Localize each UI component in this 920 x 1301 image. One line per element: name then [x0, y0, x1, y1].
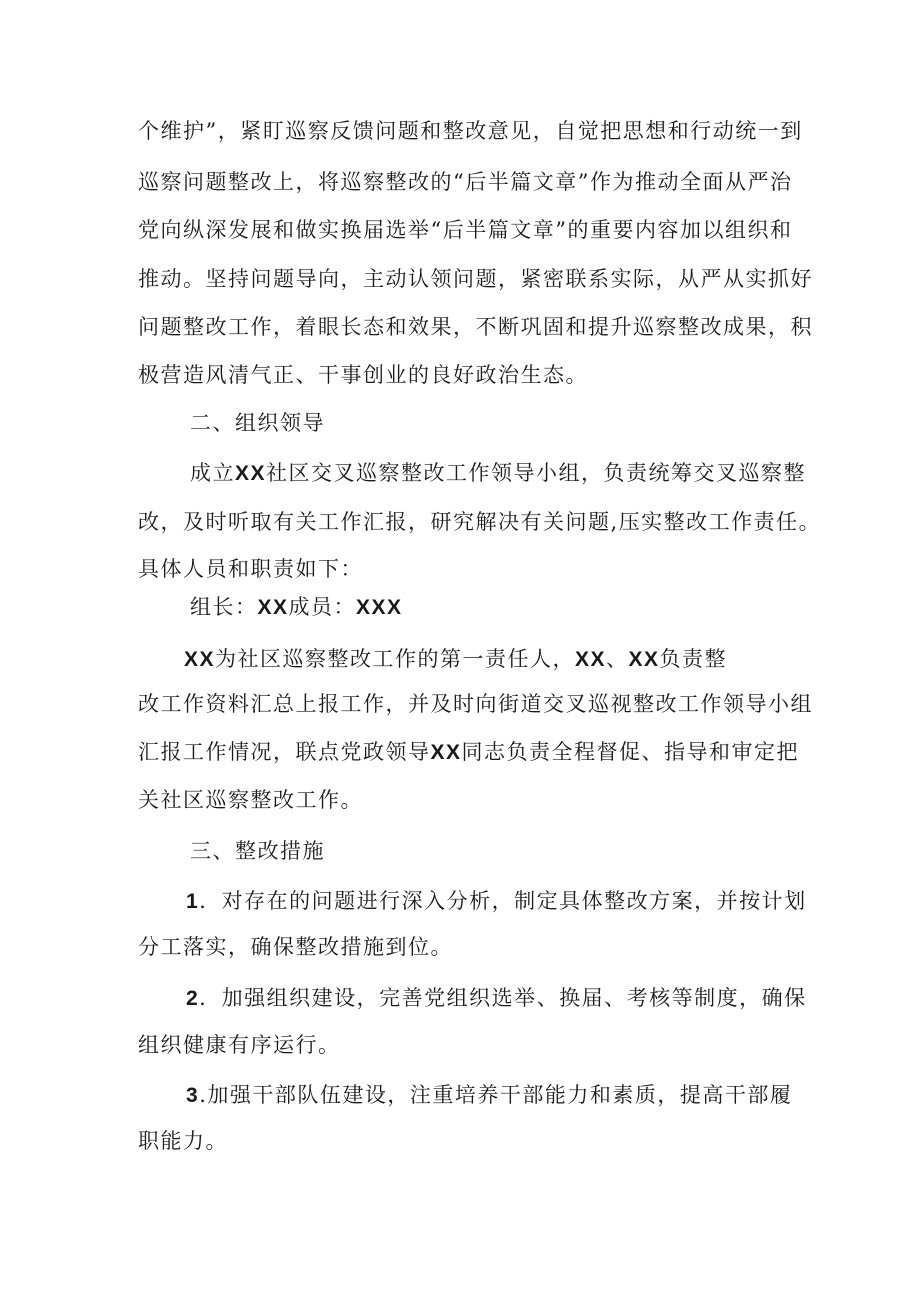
leader-label: 组长： [190, 595, 258, 619]
measure-number: 1 [186, 890, 200, 913]
measure-number: 2 [186, 987, 200, 1010]
measure-2-line-2: 组织健康有序运行。 [138, 1033, 341, 1057]
member-names: XXX [356, 596, 403, 619]
section-2-p2-line-3 [138, 737, 799, 768]
measure-number: 3 [186, 1084, 200, 1107]
text: 、 [606, 647, 629, 671]
text: ．对存在的问题进行深入分析，制定具体整改方案，并按计划 [199, 889, 807, 913]
members-line [190, 592, 403, 623]
section-2-p2-line-1 [184, 644, 727, 675]
placeholder-xx: XX [575, 648, 607, 671]
placeholder-xx: XX [235, 462, 267, 485]
intro-line-4: 推动。坚持问题导向，主动认领问题，紧密联系实际，从严从实抓好 [138, 267, 813, 291]
section-2-heading: 二、组织领导 [190, 411, 325, 435]
placeholder-xx: XX [184, 648, 216, 671]
intro-line-6: 极营造风清气正、干事创业的良好政治生态。 [138, 363, 588, 387]
section-2-p1-line-1 [190, 458, 806, 489]
measure-2-line-1 [186, 983, 807, 1014]
member-label: 成员： [288, 595, 357, 619]
measure-3-line-1 [186, 1080, 792, 1111]
leader-name: XX [257, 596, 289, 619]
text: .加强干部队伍建设，注重培养干部能力和素质，提高干部履 [199, 1083, 793, 1107]
section-2-p1-line-2: 改，及时听取有关工作汇报，研究解决有关问题,压实整改工作责任。 [138, 510, 822, 534]
section-2-p2-line-2: 改工作资料汇总上报工作，并及时向街道交叉巡视整改工作领导小组 [138, 692, 813, 716]
text: 成立 [190, 461, 235, 485]
text: ．加强组织建设，完善党组织选举、换届、考核等制度，确保 [199, 986, 807, 1010]
text: 同志负责全程督促、指导和审定把 [461, 740, 800, 764]
section-2-p2-line-4: 关社区巡察整改工作。 [138, 788, 363, 812]
intro-line-3: 党向纵深发展和做实换届选举“后半篇文章”的重要内容加以组织和 [138, 218, 793, 242]
placeholder-xx: XX [628, 648, 660, 671]
section-3-heading: 三、整改措施 [190, 839, 325, 863]
measure-1-line-2: 分工落实，确保整改措施到位。 [138, 935, 453, 959]
intro-line-2: 巡察问题整改上，将巡察整改的“后半篇文章”作为推动全面从严治 [138, 170, 793, 194]
intro-line-5: 问题整改工作，着眼长态和效果，不断巩固和提升巡察整改成果，积 [138, 315, 813, 339]
placeholder-xx: XX [430, 741, 462, 764]
measure-1-line-1 [186, 886, 807, 917]
text: 汇报工作情况，联点党政领导 [138, 740, 431, 764]
intro-line-1: 个维护”，紧盯巡察反馈问题和整改意见，自觉把思想和行动统一到 [138, 119, 803, 143]
measure-3-line-2: 职能力。 [138, 1129, 228, 1153]
text: 负责整 [659, 647, 728, 671]
section-2-p1-line-3: 具体人员和职责如下： [138, 557, 363, 581]
text: 为社区巡察整改工作的第一责任人， [215, 647, 576, 671]
text: 社区交叉巡察整改工作领导小组，负责统筹交叉巡察整 [266, 461, 807, 485]
